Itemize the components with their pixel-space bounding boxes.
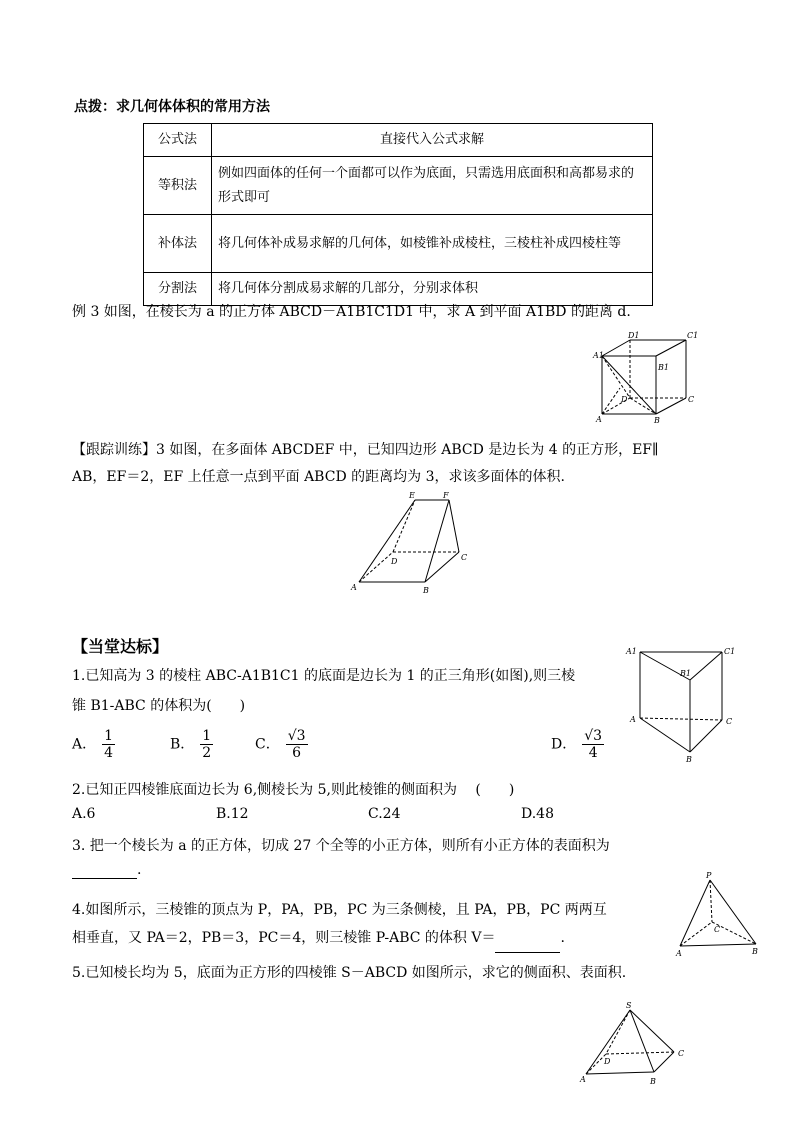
numerator: 1 (202, 728, 212, 744)
label-poly-f: F (443, 491, 449, 500)
label-prism-b1: B1 (680, 669, 691, 678)
method-desc: 将几何体分割成易求解的几部分，分别求体积 (212, 273, 653, 306)
section-title: 【当堂达标】 (72, 637, 169, 656)
method-desc: 将几何体补成易求解的几何体，如棱锥补成棱柱，三棱柱补成四棱柱等 (212, 215, 653, 273)
q1-option-a[interactable] (72, 728, 115, 761)
label-poly-a: A (351, 583, 357, 592)
q4-end: . (560, 930, 565, 946)
table-row (144, 124, 653, 157)
methods-table (143, 123, 653, 306)
fraction (582, 728, 604, 761)
q3-end: . (137, 862, 142, 878)
label-cube-b1: B1 (658, 363, 669, 372)
label-prism-a: A (630, 715, 636, 724)
option-label: C． (255, 736, 280, 753)
q4-line2: 相垂直，又 PA＝2，PB＝3，PC＝4，则三棱锥 P-ABC 的体积 V＝ (72, 930, 496, 946)
method-name: 补体法 (144, 215, 212, 273)
method-name: 等积法 (144, 157, 212, 215)
fraction (200, 728, 213, 761)
label-tetra-c: C (714, 925, 721, 934)
fraction (102, 728, 115, 761)
q4-line2-wrap (72, 924, 565, 953)
label-cube-d1: D1 (628, 331, 640, 340)
q2-option-c[interactable]: C.24 (368, 806, 401, 822)
q2-stem: 2.已知正四棱锥底面边长为 6,侧棱长为 5,则此棱锥的侧面积为 ( ) (72, 782, 515, 798)
label-pyramid-c: C (678, 1049, 685, 1058)
label-tetra-b: B (752, 947, 758, 956)
label-poly-c: C (461, 553, 468, 562)
pyramid-figure (578, 1000, 693, 1092)
label-poly-e: E (409, 491, 415, 500)
q4-line1: 4.如图所示，三棱锥的顶点为 P，PA，PB，PC 为三条侧棱，且 PA，PB，PC 两两互 (72, 902, 607, 918)
answer-blank[interactable] (495, 924, 560, 953)
label-tetra-a: A (676, 949, 682, 958)
numerator: 1 (104, 728, 114, 744)
tip-title: 点拨：求几何体体积的常用方法 (74, 99, 270, 115)
q3-answer (72, 862, 141, 879)
prism-figure (622, 640, 742, 770)
label-pyramid-b: B (650, 1077, 656, 1086)
numerator: √3 (287, 728, 306, 744)
label-cube-d: D (621, 395, 628, 404)
label-cube-b: B (654, 416, 660, 425)
label-tetra-p: P (706, 871, 712, 880)
table-row (144, 215, 653, 273)
method-desc: 直接代入公式求解 (212, 124, 653, 157)
label-cube-a: A (596, 415, 602, 424)
q5-text: 5.已知棱长均为 5，底面为正方形的四棱锥 S－ABCD 如图所示，求它的侧面积、表面积. (72, 965, 627, 981)
q1-option-b[interactable] (170, 728, 213, 761)
option-label: A． (72, 736, 97, 753)
label-prism-a1: A1 (626, 647, 637, 656)
q1-option-d[interactable] (551, 728, 604, 761)
answer-blank[interactable] (72, 862, 137, 879)
label-prism-b: B (686, 755, 692, 764)
tetrahedron-figure (672, 868, 764, 960)
table-row (144, 157, 653, 215)
label-pyramid-s: S (626, 1001, 632, 1010)
numerator: √3 (584, 728, 603, 744)
q1-option-c[interactable] (255, 728, 308, 761)
method-name: 公式法 (144, 124, 212, 157)
option-label: D． (551, 736, 577, 753)
denominator: 4 (104, 745, 114, 761)
training-line1: 【跟踪训练】3 如图，在多面体 ABCDEF 中，已知四边形 ABCD 是边长为 4 的正方形，EF∥ (72, 442, 659, 458)
label-prism-c1: C1 (724, 647, 736, 656)
label-cube-a1: A1 (593, 351, 604, 360)
fraction (286, 728, 308, 761)
training-line2: AB，EF＝2，EF 上任意一点到平面 ABCD 的距离均为 3，求该多面体的体积. (72, 469, 565, 485)
label-prism-c: C (726, 717, 733, 726)
method-desc: 例如四面体的任何一个面都可以作为底面，只需选用底面积和高都易求的形式即可 (212, 157, 653, 215)
label-poly-d: D (391, 557, 398, 566)
label-cube-c1: C1 (687, 331, 699, 340)
label-pyramid-a: A (580, 1075, 586, 1084)
q1-line1: 1.已知高为 3 的棱柱 ABC-A1B1C1 的底面是边长为 1 的正三角形(如图),则三棱 (72, 668, 576, 684)
q1-line2: 锥 B1-ABC 的体积为( ) (72, 698, 246, 714)
label-cube-c: C (688, 395, 695, 404)
label-pyramid-d: D (604, 1057, 611, 1066)
cube-figure (590, 330, 705, 425)
example3-text: 例 3 如图，在棱长为 a 的正方体 ABCD－A1B1C1D1 中，求 A 到平面 A1BD 的距离 d. (72, 304, 631, 320)
denominator: 4 (588, 745, 598, 761)
denominator: 6 (292, 745, 302, 761)
polyhedron-figure (345, 490, 475, 600)
denominator: 2 (202, 745, 212, 761)
option-label: B． (170, 736, 195, 753)
q2-option-d[interactable]: D.48 (521, 806, 554, 822)
q2-option-b[interactable]: B.12 (216, 806, 249, 822)
method-name: 分割法 (144, 273, 212, 306)
q3-text: 3. 把一个棱长为 a 的正方体，切成 27 个全等的小正方体，则所有小正方体的表面积为 (72, 838, 610, 854)
q2-option-a[interactable]: A.6 (72, 806, 96, 822)
label-poly-b: B (423, 586, 429, 595)
